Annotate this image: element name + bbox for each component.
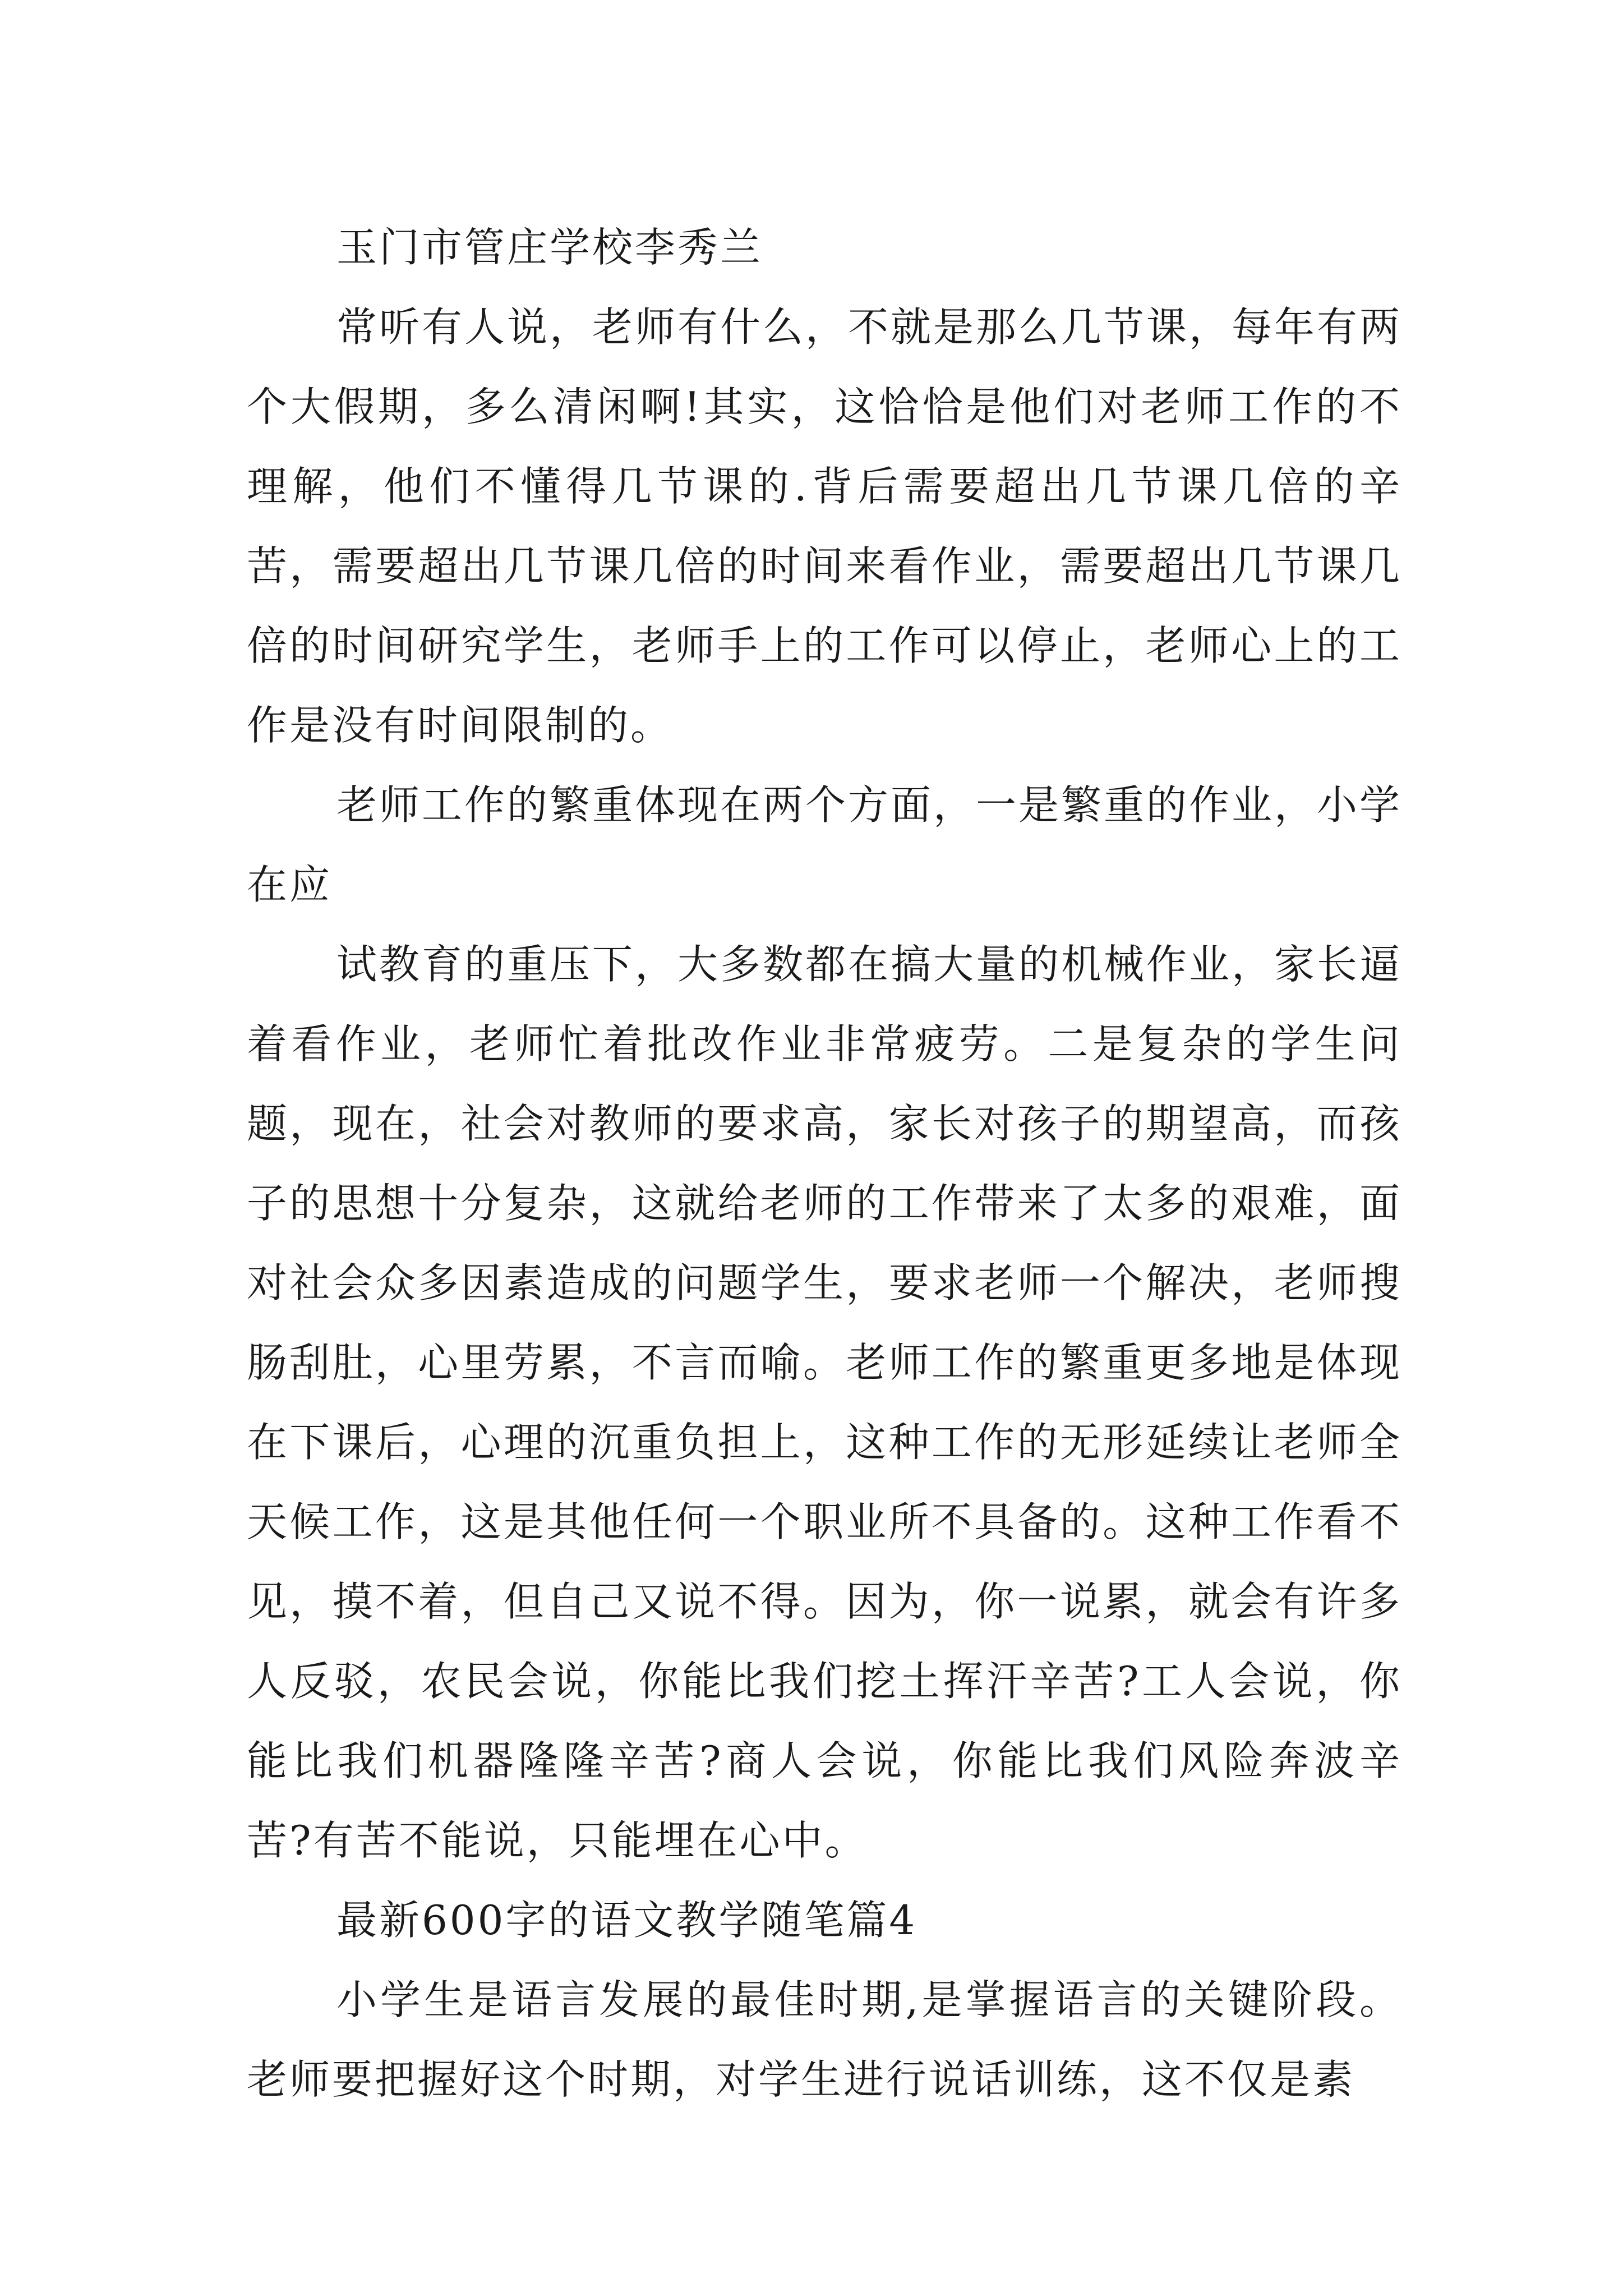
body-paragraph: 老师工作的繁重体现在两个方面，一是繁重的作业，小学在应 [247,781,1403,908]
author-line: 玉门市管庄学校李秀兰 [336,224,763,271]
body-paragraph: 小学生是语言发展的最佳时期,是掌握语言的关键阶段。老师要把握好这个时期，对学生进行说话训练，这不仅是素 [247,1976,1402,2103]
body-paragraph: 常听有人说，老师有什么，不就是那么几节课，每年有两个大假期，多么清闲啊!其实，这恰恰是他们对老师工作的不理解，他们不懂得几节课的.背后需要超出几节课几倍的辛苦，需要超出几节课几倍的时间来看作业，需要超出几节课几倍的时间研究学生，老师手上的工作可以停止，老师心上的工作是没有时间限制的。 [247,303,1403,749]
section-heading: 最新600字的语文教学随笔篇4 [336,1897,917,1944]
body-paragraph: 试教育的重压下，大多数都在搞大量的机械作业，家长逼着看作业，老师忙着批改作业非常疲劳。二是复杂的学生问题，现在，社会对教师的要求高，家长对孩子的期望高，而孩子的思想十分复杂，这就给老师的工作带来了太多的艰难，面对社会众多因素造成的问题学生，要求老师一个解决，老师搜肠刮肚，心里劳累，不言而喻。老师工作的繁重更多地是体现在下课后，心理的沉重负担上，这种工作的无形延续让老师全天候工作，这是其他任何一个职业所不具备的。这种工作看不见，摸不着，但自己又说不得。因为，你一说累，就会有许多人反驳，农民会说，你能比我们挖土挥汗辛苦?工人会说，你能比我们机器隆隆辛苦?商人会说，你能比我们风险奔波辛苦?有苦不能说，只能埋在心中。 [247,941,1403,1864]
document-body [247,208,1402,2119]
